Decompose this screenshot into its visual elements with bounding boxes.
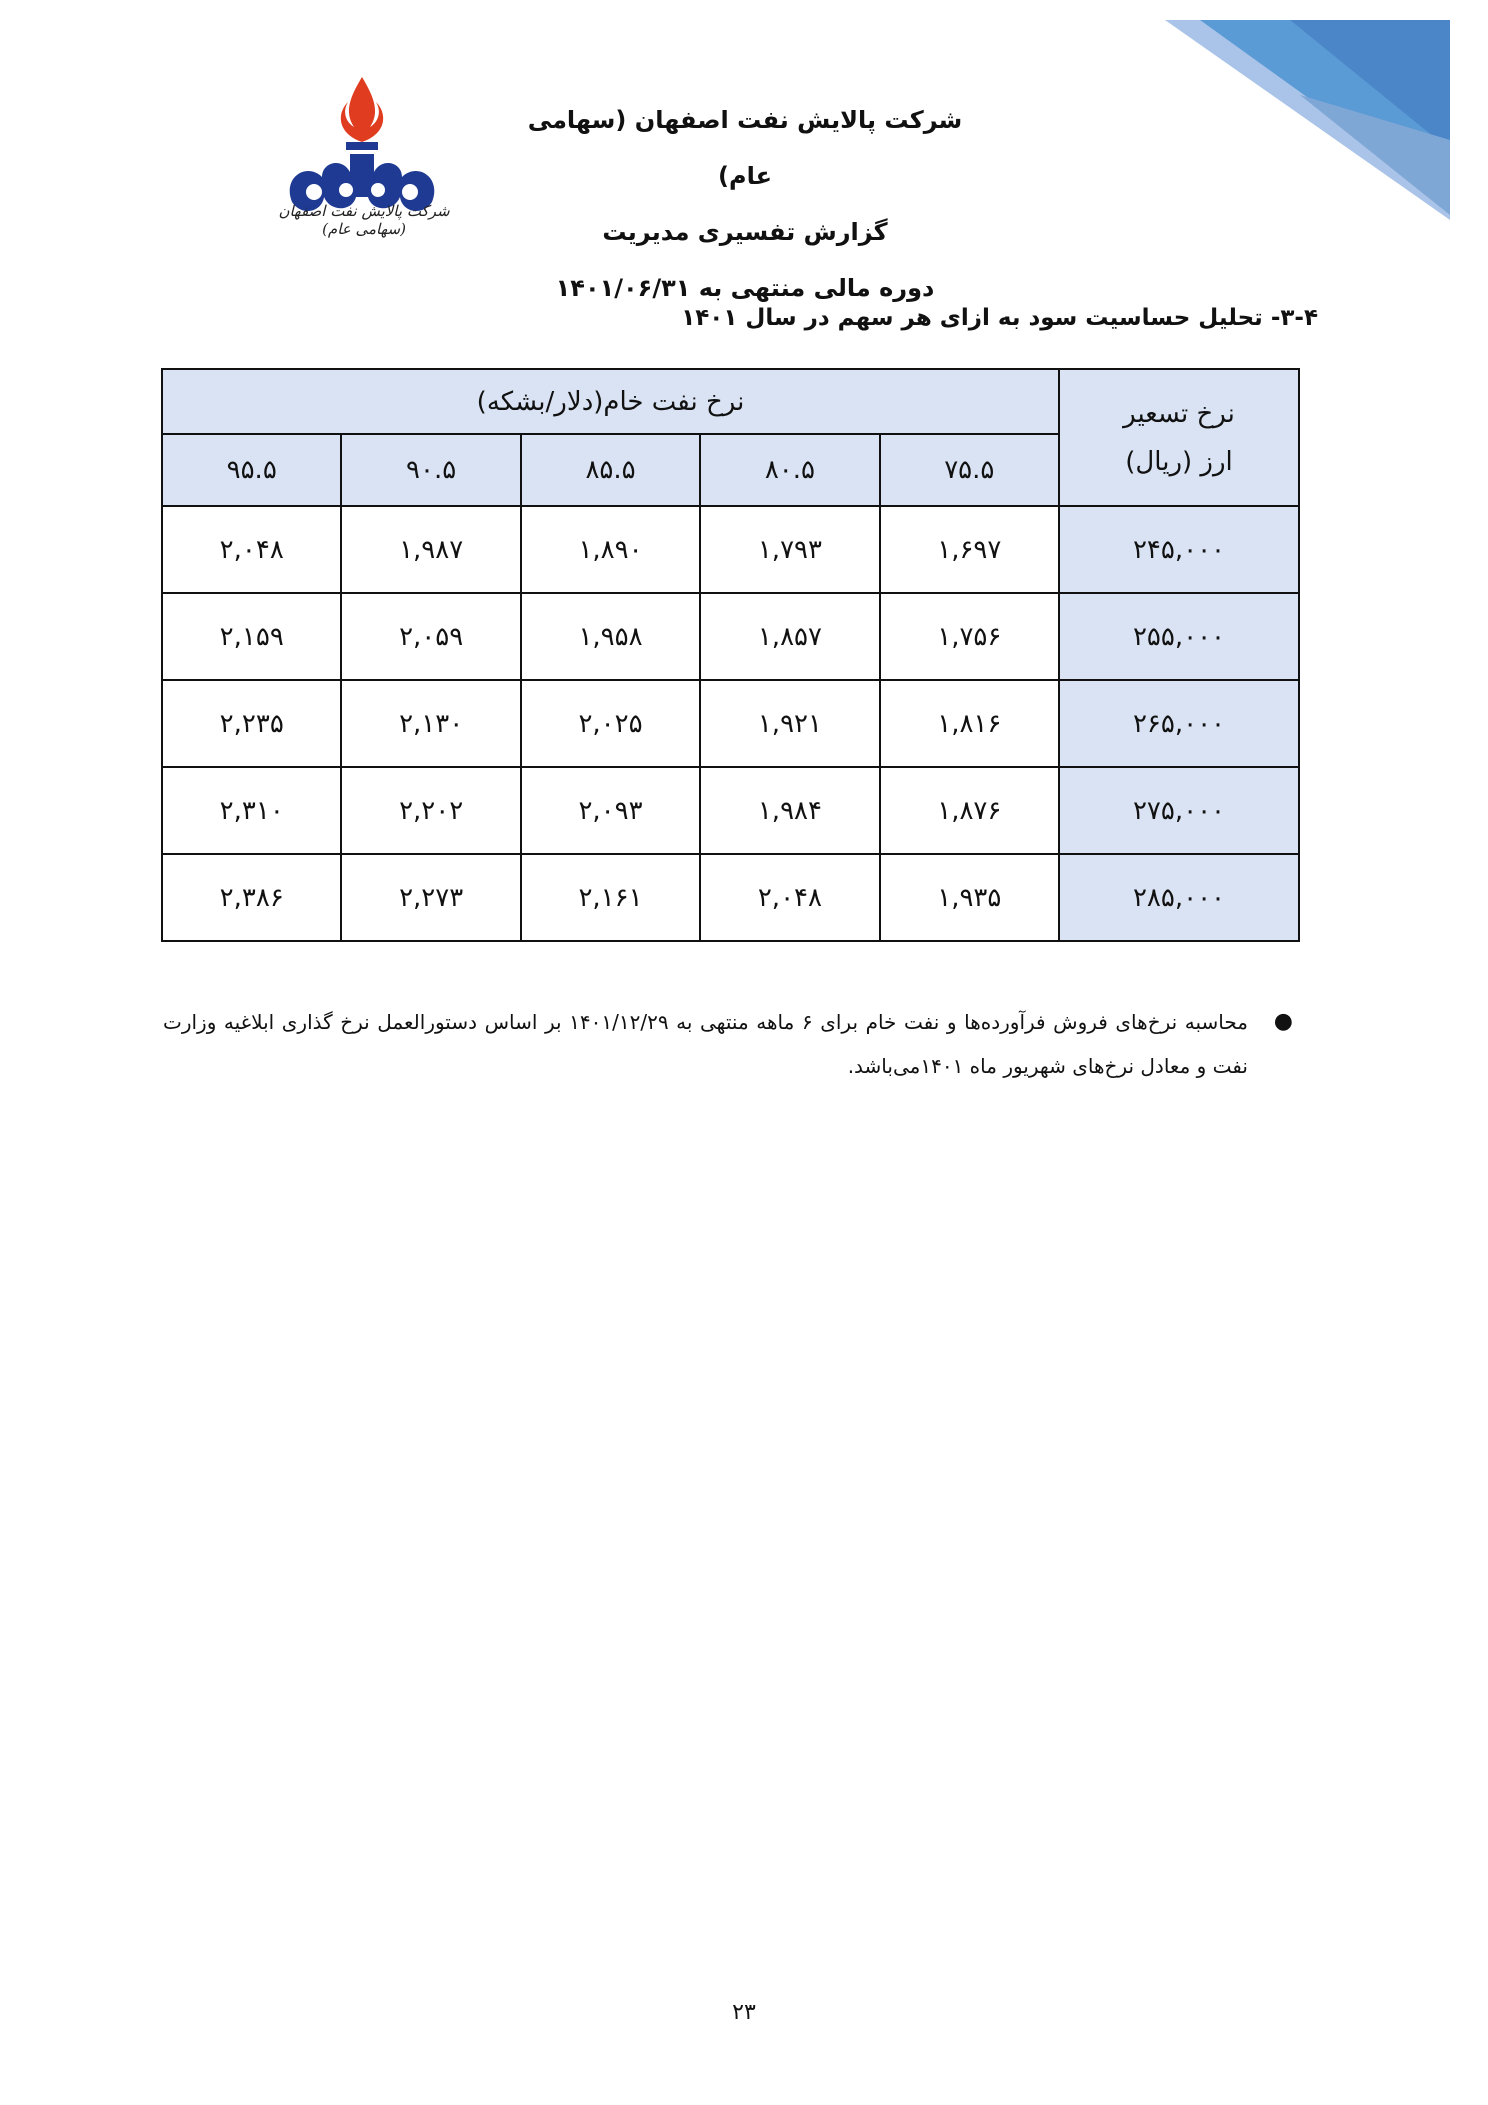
eps-cell: ۲,۱۵۹	[162, 593, 341, 680]
table-row	[162, 593, 1299, 680]
bullet-icon: ●	[1273, 1009, 1293, 1034]
report-title: گزارش تفسیری مدیریت	[602, 218, 888, 246]
eps-cell: ۲,۲۷۳	[341, 854, 520, 941]
oil-price-header: ۹۵.۵	[162, 434, 341, 506]
eps-cell: ۲,۰۹۳	[521, 767, 700, 854]
eps-cell: ۲,۱۳۰	[341, 680, 520, 767]
sensitivity-table	[161, 368, 1300, 942]
eps-cell: ۱,۸۱۶	[880, 680, 1059, 767]
logo-signature: شرکت پالایش نفت اصفهان (سهامی عام)	[278, 202, 450, 238]
oil-price-header: ۸۵.۵	[521, 434, 700, 506]
period-title: دوره مالی منتهی به ۱۴۰۱/۰۶/۳۱	[555, 274, 935, 302]
oil-price-header: ۷۵.۵	[880, 434, 1059, 506]
eps-cell: ۲,۳۸۶	[162, 854, 341, 941]
eps-cell: ۲,۰۴۸	[162, 506, 341, 593]
eps-cell: ۱,۹۳۵	[880, 854, 1059, 941]
exchange-rate-cell: ۲۷۵,۰۰۰	[1059, 767, 1299, 854]
eps-cell: ۱,۷۵۶	[880, 593, 1059, 680]
exchange-rate-cell: ۲۵۵,۰۰۰	[1059, 593, 1299, 680]
exchange-rate-cell: ۲۶۵,۰۰۰	[1059, 680, 1299, 767]
row-header-cell	[1059, 369, 1299, 506]
page-number: ۲۳	[732, 2000, 756, 2025]
eps-cell: ۲,۲۳۵	[162, 680, 341, 767]
eps-cell: ۱,۸۵۷	[700, 593, 879, 680]
eps-cell: ۲,۳۱۰	[162, 767, 341, 854]
eps-cell: ۱,۹۸۴	[700, 767, 879, 854]
eps-cell: ۱,۹۸۷	[341, 506, 520, 593]
oil-price-header: ۹۰.۵	[341, 434, 520, 506]
table-row	[162, 854, 1299, 941]
document-header	[520, 92, 970, 316]
company-name: شرکت پالایش نفت اصفهان (سهامی عام)	[527, 106, 963, 190]
list-item	[163, 1000, 1293, 1088]
eps-cell: ۲,۰۴۸	[700, 854, 879, 941]
eps-cell: ۱,۸۹۰	[521, 506, 700, 593]
exchange-rate-cell: ۲۸۵,۰۰۰	[1059, 854, 1299, 941]
eps-cell: ۲,۰۵۹	[341, 593, 520, 680]
table-row	[162, 767, 1299, 854]
notes-list	[163, 1000, 1293, 1088]
eps-cell: ۲,۲۰۲	[341, 767, 520, 854]
eps-cell: ۱,۶۹۷	[880, 506, 1059, 593]
eps-cell: ۱,۹۲۱	[700, 680, 879, 767]
oil-price-header: ۸۰.۵	[700, 434, 879, 506]
eps-cell: ۲,۱۶۱	[521, 854, 700, 941]
section-title: ۳-۴- تحلیل حساسیت سود به ازای هر سهم در سال ۱۴۰۱	[681, 305, 1318, 331]
col-group-header: نرخ نفت خام(دلار/بشکه)	[162, 369, 1059, 434]
eps-cell: ۱,۹۵۸	[521, 593, 700, 680]
note-text: محاسبه نرخ‌های فروش فرآورده‌ها و نفت خام برای ۶ ماهه منتهی به ۱۴۰۱/۱۲/۲۹ بر اساس دستورالعمل نرخ گذاری ابلاغیه وزارت نفت و معادل نرخ‌های شهریور ماه ۱۴۰۱می‌باشد.	[163, 1010, 1249, 1078]
row-header-label: نرخ تسعیر ارز (ریال)	[1123, 398, 1235, 477]
eps-cell: ۱,۷۹۳	[700, 506, 879, 593]
eps-cell: ۲,۰۲۵	[521, 680, 700, 767]
eps-cell: ۱,۸۷۶	[880, 767, 1059, 854]
table-row	[162, 680, 1299, 767]
exchange-rate-cell: ۲۴۵,۰۰۰	[1059, 506, 1299, 593]
table-row	[162, 506, 1299, 593]
